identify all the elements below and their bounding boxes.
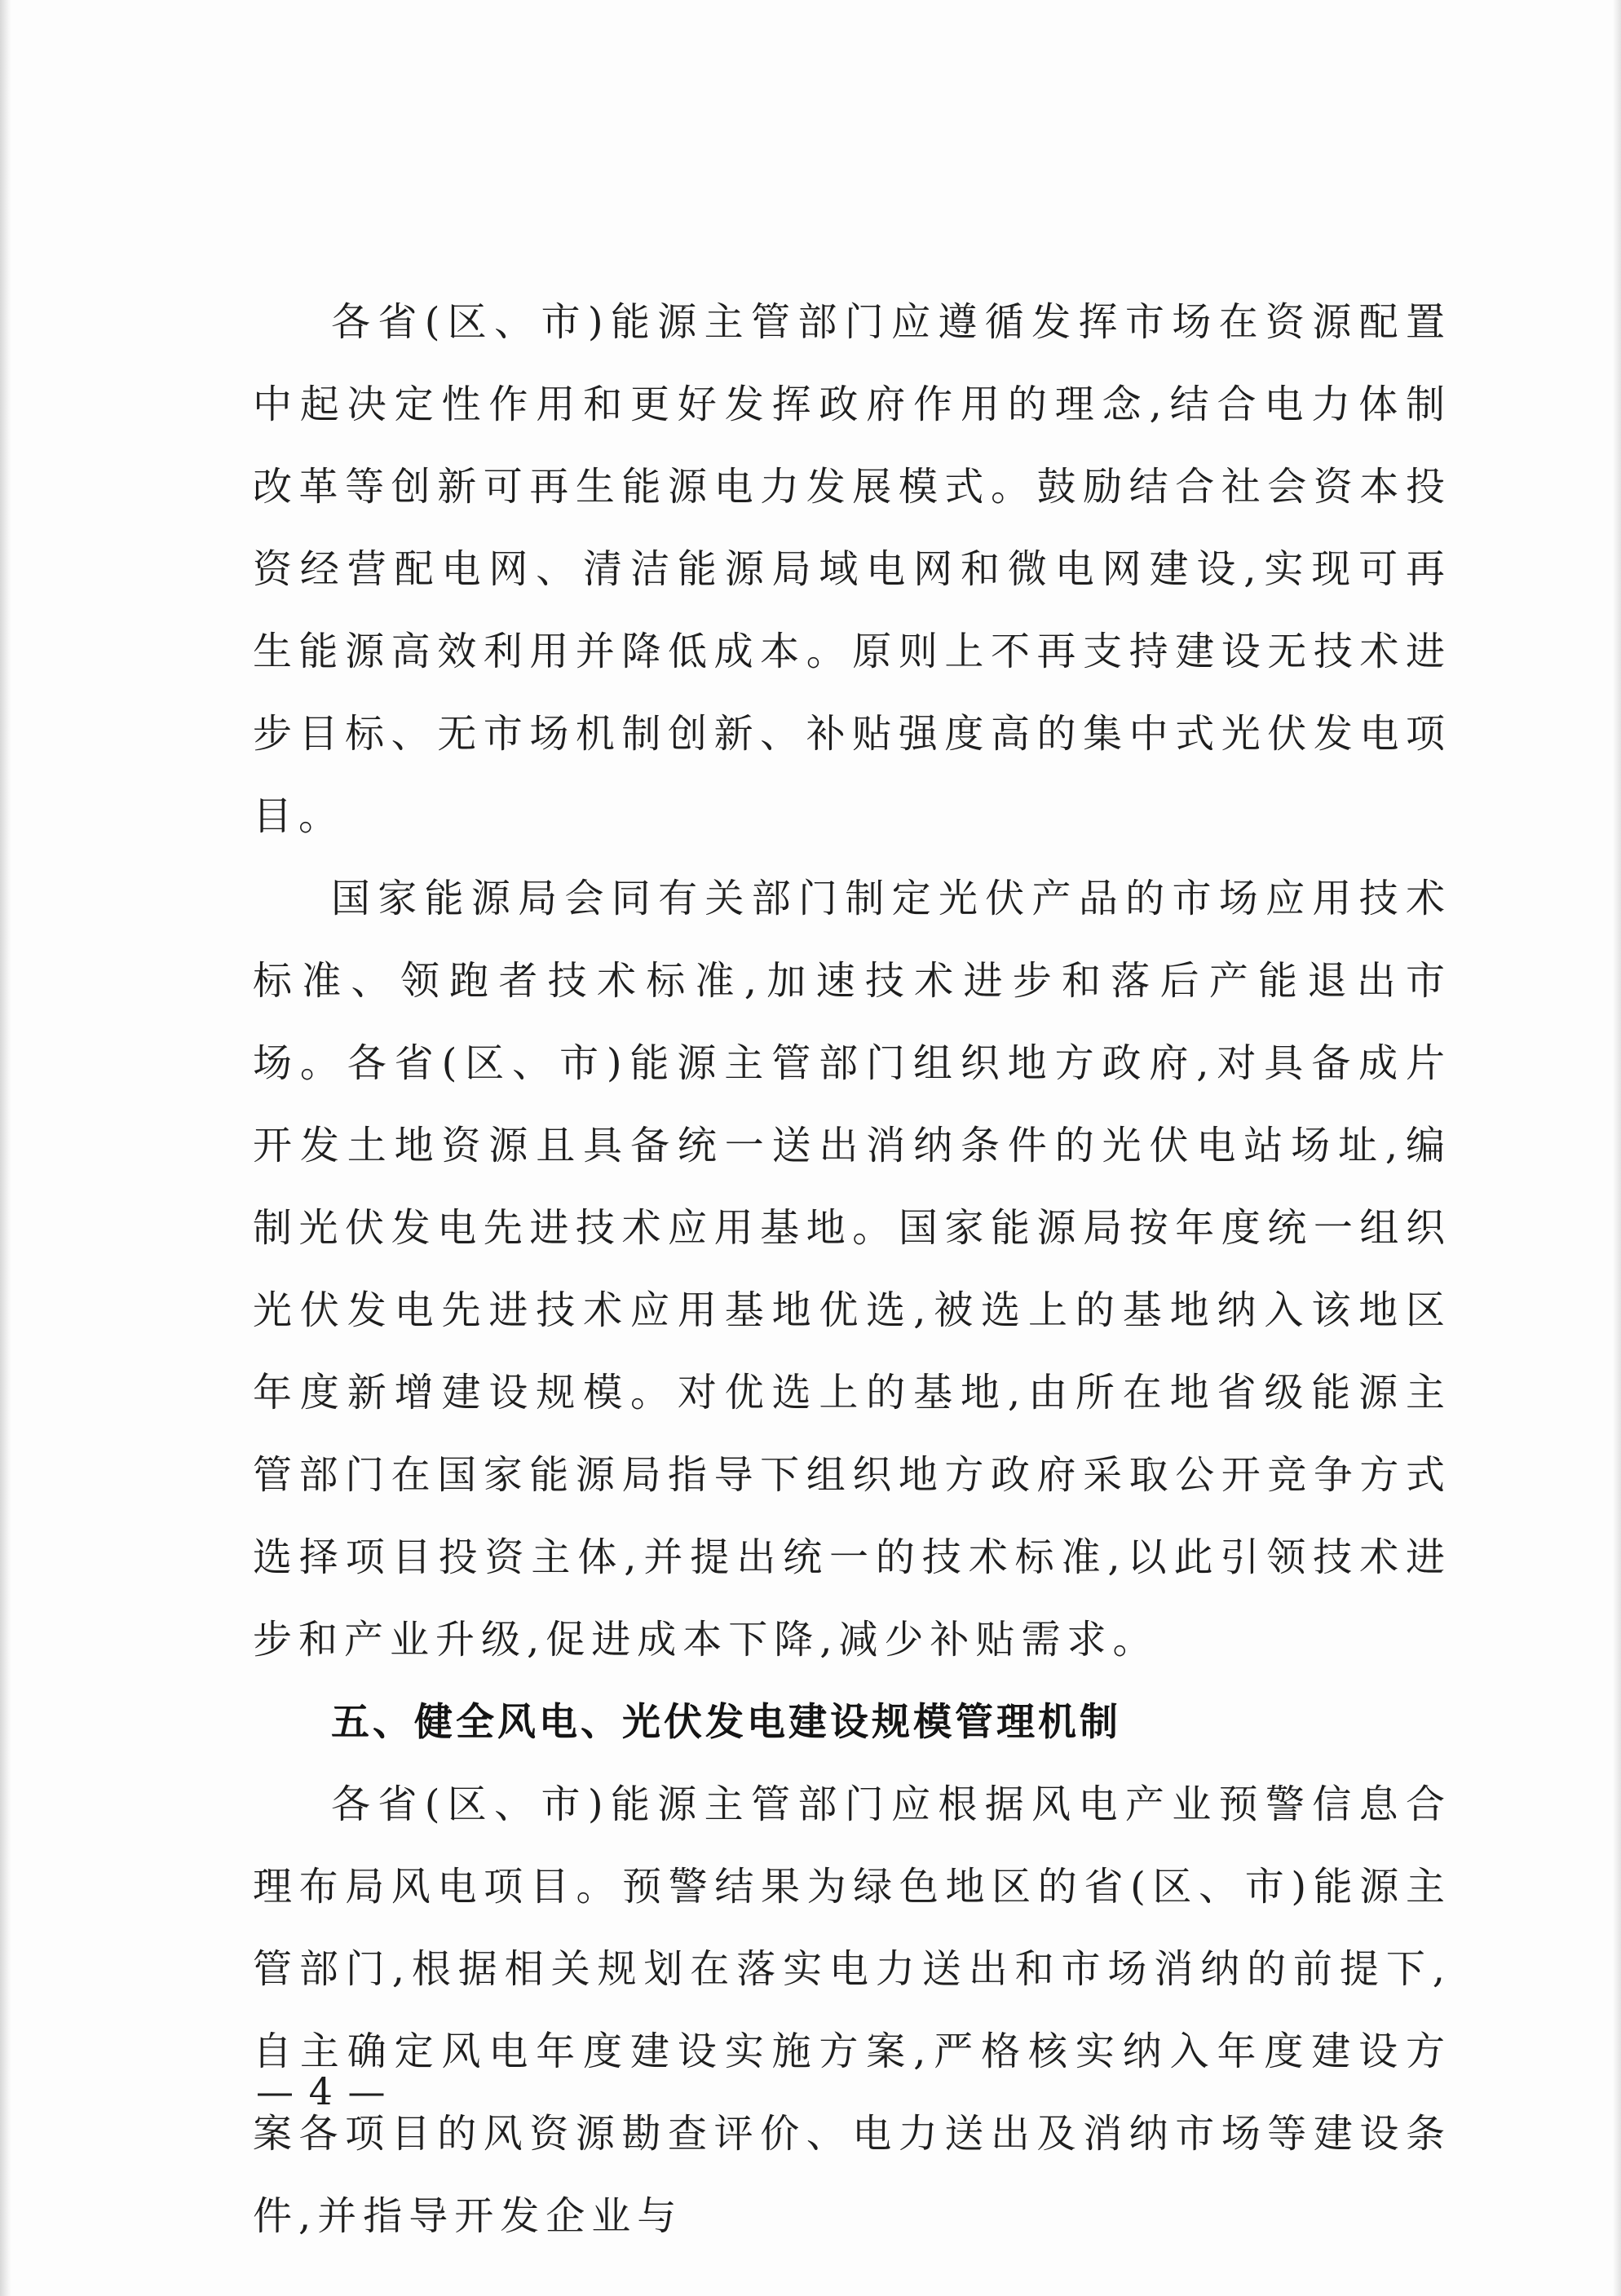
body-paragraph-2: 国家能源局会同有关部门制定光伏产品的市场应用技术标准、领跑者技术标准,加速技术进步和落后产能退出市场。各省(区、市)能源主管部门组织地方政府,对具备成片开发土地资源且具备统一送出消纳条件的光伏电站场址,编制光伏发电先进技术应用基地。国家能源局按年度统一组织光伏发电先进技术应用基地优选,被选上的基地纳入该地区年度新增建设规模。对优选上的基地,由所在地省级能源主管部门在国家能源局指导下组织地方政府采取公开竞争方式选择项目投资主体,并提出统一的技术标准,以此引领技术进步和产业升级,促进成本下降,减少补贴需求。 — [253, 876, 1451, 1662]
body-paragraph-1: 各省(区、市)能源主管部门应遵循发挥市场在资源配置中起决定性作用和更好发挥政府作用的理念,结合电力体制改革等创新可再生能源电力发展模式。鼓励结合社会资本投资经营配电网、清洁能源局域电网和微电网建设,实现可再生能源高效利用并降低成本。原则上不再支持建设无技术进步目标、无市场机制创新、补贴强度高的集中式光伏发电项目。 — [253, 299, 1451, 839]
page-number: — 4 — — [256, 2069, 387, 2113]
section-paragraph-1: 各省(区、市)能源主管部门应根据风电产业预警信息合理布局风电项目。预警结果为绿色地区的省(区、市)能源主管部门,根据相关规划在落实电力送出和市场消纳的前提下,自主确定风电年度建设实施方案,严格核实纳入年度建设方案各项目的风资源勘查评价、电力送出及消纳市场等建设条件,并指导开发企业与 — [253, 1782, 1451, 2239]
scan-edge-right — [1613, 0, 1621, 2296]
document-body — [253, 281, 1451, 2258]
section-heading: 五、健全风电、光伏发电建设规模管理机制 — [331, 1700, 1121, 1745]
scan-edge-left — [0, 0, 11, 2296]
